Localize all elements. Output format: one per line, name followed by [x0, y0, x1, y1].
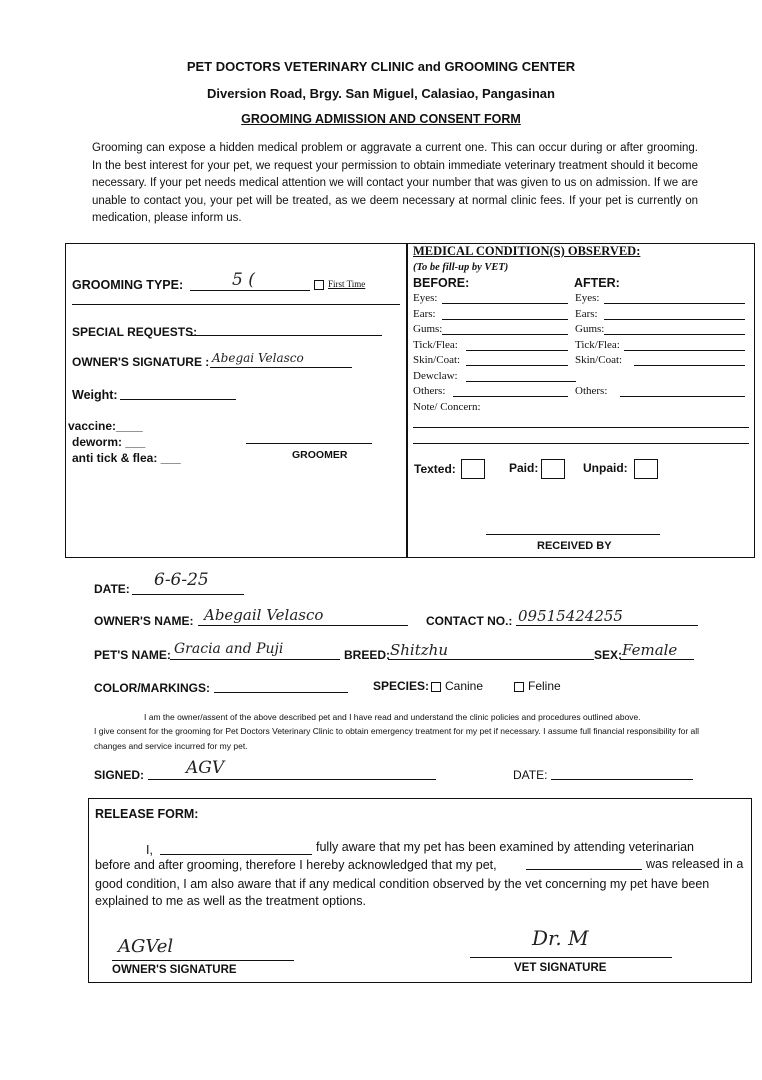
after-row-field[interactable]: [604, 334, 745, 335]
first-time-checkbox[interactable]: [314, 280, 324, 290]
signed-field[interactable]: [148, 779, 436, 780]
before-row-label: Ears:: [413, 307, 436, 320]
release-pet-field[interactable]: [526, 869, 642, 870]
date-label: DATE:: [94, 582, 130, 596]
received-by-field[interactable]: [486, 534, 660, 535]
after-row-label: Skin/Coat:: [575, 354, 623, 366]
feline-label: Feline: [528, 679, 561, 693]
before-label: BEFORE:: [413, 276, 470, 290]
vaccine-label: vaccine:____: [68, 419, 143, 433]
before-row-field[interactable]: [442, 334, 568, 335]
owner-signature-field[interactable]: [210, 367, 352, 368]
special-requests-label: SPECIAL REQUESTS:: [72, 325, 198, 339]
after-row-field[interactable]: [604, 319, 745, 320]
canine-label: Canine: [445, 679, 484, 693]
after-row-label: Ears:: [575, 307, 598, 320]
special-requests-field[interactable]: [188, 335, 382, 336]
after-row-field[interactable]: [604, 303, 745, 304]
release-vet-sig-field[interactable]: [470, 957, 672, 958]
before-row-field[interactable]: [466, 365, 568, 366]
note-concern-label: Note/ Concern:: [413, 401, 481, 413]
unpaid-checkbox[interactable]: [634, 459, 658, 479]
before-row-label: Others:: [413, 385, 446, 397]
contact-label: CONTACT NO.:: [426, 614, 513, 628]
release-i: I,: [146, 843, 153, 857]
canine-checkbox[interactable]: [431, 682, 441, 692]
sex-value: Female: [622, 641, 678, 659]
species-label: SPECIES:: [373, 679, 430, 693]
before-row-field[interactable]: [453, 396, 568, 397]
sex-field[interactable]: [620, 659, 694, 660]
release-owner-sig-value: AGVel: [118, 936, 174, 957]
consent-date-label: DATE:: [513, 768, 548, 782]
before-row-label: Dewclaw:: [413, 369, 458, 382]
owner-name-value: Abegail Velasco: [204, 606, 324, 624]
feline-checkbox[interactable]: [514, 682, 524, 692]
release-vet-sig-value: Dr. M: [532, 926, 589, 950]
pet-name-label: PET'S NAME:: [94, 648, 171, 662]
after-row-field[interactable]: [624, 350, 745, 351]
pet-name-field[interactable]: [170, 659, 340, 660]
species-feline-option[interactable]: [514, 679, 561, 693]
pet-name-value: Gracia and Puji: [174, 641, 284, 657]
intro-paragraph: Grooming can expose a hidden medical problem or aggravate a current one. This can occur during or after grooming. In the best interest for your pet, we request your permission to obtain immediate veterinary treatment should it become necessary. If your pet needs medical attention we will contact your number that was given to us on admission. If we are unable to contact you, your pet will be treated, as we deem necessary at normal clinic fees. If your pet is currently on medication, please inform us.: [92, 142, 698, 224]
consent-line-1: I am the owner/assent of the above described pet and I have read and understand the clinic policies and procedures outlined above.: [144, 712, 641, 722]
after-label: AFTER:: [574, 276, 620, 290]
clinic-name: PET DOCTORS VETERINARY CLINIC and GROOMING CENTER: [186, 59, 576, 74]
received-by-label: RECEIVED BY: [537, 540, 612, 552]
medical-note: (To be fill-up by VET): [413, 262, 509, 273]
after-row-label: Others:: [575, 385, 608, 397]
form-title: GROOMING ADMISSION AND CONSENT FORM: [241, 112, 521, 126]
box-divider: [406, 243, 408, 558]
before-row-field[interactable]: [442, 319, 568, 320]
anti-tick-label: anti tick & flea: ___: [72, 451, 181, 465]
first-time-label: First Time: [328, 279, 366, 289]
clinic-address: Diversion Road, Brgy. San Miguel, Calasiao, Pangasinan: [207, 86, 555, 101]
sex-label: SEX:: [594, 648, 623, 662]
paid-label: Paid:: [509, 461, 539, 475]
before-row-field[interactable]: [466, 381, 576, 382]
date-value: 6-6-25: [154, 570, 209, 590]
breed-label: BREED:: [344, 648, 391, 662]
first-time-option[interactable]: [314, 279, 365, 290]
release-text-2a: before and after grooming, therefore I hereby acknowledged that my pet,: [95, 858, 497, 872]
signed-value: AGV: [186, 758, 225, 778]
release-owner-sig-label: OWNER'S SIGNATURE: [112, 964, 237, 976]
release-text-3: good condition, I am also aware that if any medical condition observed by the vet concerning my pet have been explained to me as well as the treatment options.: [95, 877, 710, 908]
deworm-label: deworm: ___: [72, 435, 146, 449]
note-line-1[interactable]: [413, 427, 749, 428]
contact-value: 09515424255: [518, 607, 623, 625]
owner-signature-value: Abegai Velasco: [212, 351, 304, 365]
release-text-1: fully aware that my pet has been examined by attending veterinarian: [316, 840, 695, 854]
owner-name-label: OWNER'S NAME:: [94, 614, 194, 628]
release-title: RELEASE FORM:: [95, 807, 199, 821]
weight-field[interactable]: [120, 399, 236, 400]
unpaid-label: Unpaid:: [583, 461, 628, 475]
owner-name-field[interactable]: [198, 625, 408, 626]
before-row-label: Tick/Flea:: [413, 338, 458, 351]
after-row-label: Eyes:: [575, 292, 600, 304]
release-name-field[interactable]: [160, 854, 312, 855]
color-markings-field[interactable]: [214, 692, 348, 693]
date-field[interactable]: [132, 594, 244, 595]
weight-label: Weight:: [72, 388, 118, 402]
release-owner-sig-field[interactable]: [112, 960, 294, 961]
after-row-label: Gums:: [575, 323, 605, 335]
after-row-field[interactable]: [634, 365, 745, 366]
grooming-type-line-2: [72, 304, 400, 305]
before-row-field[interactable]: [466, 350, 568, 351]
before-row-field[interactable]: [442, 303, 568, 304]
owner-signature-label: OWNER'S SIGNATURE :: [72, 355, 210, 369]
contact-field[interactable]: [516, 625, 698, 626]
species-canine-option[interactable]: [431, 679, 483, 693]
after-row-label: Tick/Flea:: [575, 338, 620, 351]
paid-checkbox[interactable]: [541, 459, 565, 479]
grooming-type-value: 5 (: [232, 270, 255, 290]
color-markings-label: COLOR/MARKINGS:: [94, 681, 210, 695]
breed-value: Shitzhu: [390, 641, 448, 659]
note-line-2[interactable]: [413, 443, 749, 444]
consent-line-2: I give consent for the grooming for Pet Doctors Veterinary Clinic to obtain emergency treatment for my pet if necessary. I assume full financial responsibility for all changes and service incurred for my pet.: [94, 726, 700, 751]
after-row-field[interactable]: [620, 396, 745, 397]
groomer-label: GROOMER: [292, 449, 348, 461]
signed-label: SIGNED:: [94, 768, 145, 782]
breed-field[interactable]: [388, 659, 594, 660]
release-text-2b: was released in a: [646, 857, 744, 871]
before-row-label: Eyes:: [413, 292, 438, 304]
texted-checkbox[interactable]: [461, 459, 485, 479]
texted-label: Texted:: [414, 462, 456, 476]
grooming-type-field[interactable]: [190, 290, 310, 291]
release-vet-sig-label: VET SIGNATURE: [514, 962, 607, 974]
before-row-label: Skin/Coat:: [413, 354, 461, 366]
medical-title: MEDICAL CONDITION(S) OBSERVED:: [413, 244, 641, 258]
grooming-type-label: GROOMING TYPE:: [72, 278, 184, 292]
before-row-label: Gums:: [413, 323, 443, 335]
groomer-field[interactable]: [246, 443, 372, 444]
consent-date-field[interactable]: [551, 779, 693, 780]
